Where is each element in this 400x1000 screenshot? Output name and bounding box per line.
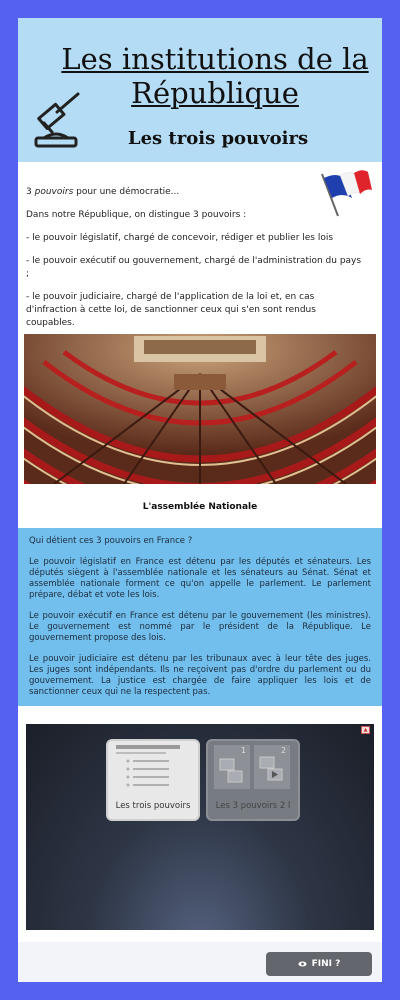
activity-card-label: Les 3 pouvoirs 2 l — [215, 801, 291, 811]
info-question: Qui détient ces 3 pouvoirs en France ? — [29, 536, 193, 546]
thumb-number-2: 2 — [281, 746, 287, 755]
intro-line: - le pouvoir judiciaire, chargé de l'application de la loi et, en cas d'infraction à cette loi, de sanctionner ceux qui s'en sont rendus coupables. — [26, 292, 316, 328]
image-pairs-thumbnail-icon — [208, 741, 298, 795]
activity-card-3-pouvoirs-2[interactable] — [206, 739, 300, 821]
gavel-icon — [30, 90, 86, 152]
info-paragraph-executive: Le pouvoir exécutif en France est détenu par le gouvernement (les ministres). Le gouvernement est nommé par le président de la République. Le gouvernement propose des lois. — [29, 611, 371, 643]
fini-button-label: FINI ? — [311, 959, 341, 969]
page-title: Les institutions de la République — [61, 42, 369, 110]
footer-bar — [18, 942, 382, 982]
page-container — [18, 18, 382, 982]
info-paragraph-judicial: Le pouvoir judiciaire est détenu par les tribunaux avec à leur tête des juges. Les juges sont indépendants. Ils ne reçoivent pas d'ordre du parlement ou du gouvernement. La justice est chargée de faire appliquer les lois et de sanctionner ceux qui ne la respectent pas. — [29, 654, 371, 697]
intro-line: - le pouvoir législatif, chargé de concevoir, rédiger et publier les lois — [26, 233, 334, 243]
info-paragraph-legislative: Le pouvoir législatif en France est détenu par les députés et sénateurs. Les députés siègent à l'assemblée nationale et les sénateurs au Sénat. Sénat et assemblée nationale forment ce qu'on appelle le parlement. Le parlement prépare, débat et vote les lois. — [29, 557, 371, 600]
activity-card-label: Les trois pouvoirs — [115, 801, 191, 811]
intro-line: - le pouvoir exécutif ou gouvernement, chargé de l'administration du pays ; — [26, 256, 362, 279]
activity-player — [26, 724, 374, 930]
intro-line: Dans notre République, on distingue 3 pouvoirs : — [26, 210, 247, 220]
list-thumbnail-icon — [108, 741, 198, 791]
eye-icon — [298, 961, 307, 967]
intro-line: 3 pouvoirs pour une démocratie... — [26, 187, 180, 197]
photo-caption: L'assemblée Nationale — [142, 502, 258, 512]
intro-text — [26, 186, 362, 340]
page-subtitle: Les trois pouvoirs — [127, 128, 309, 149]
info-text — [29, 536, 371, 708]
activity-card-trois-pouvoirs[interactable] — [106, 739, 200, 821]
thumb-number-1: 1 — [241, 746, 247, 755]
expand-icon[interactable]: ▲ — [361, 726, 370, 734]
header-banner — [18, 18, 382, 162]
info-box — [18, 528, 382, 706]
fini-button[interactable] — [266, 952, 372, 976]
assembly-photo — [24, 334, 376, 484]
assembly-image — [24, 334, 376, 484]
